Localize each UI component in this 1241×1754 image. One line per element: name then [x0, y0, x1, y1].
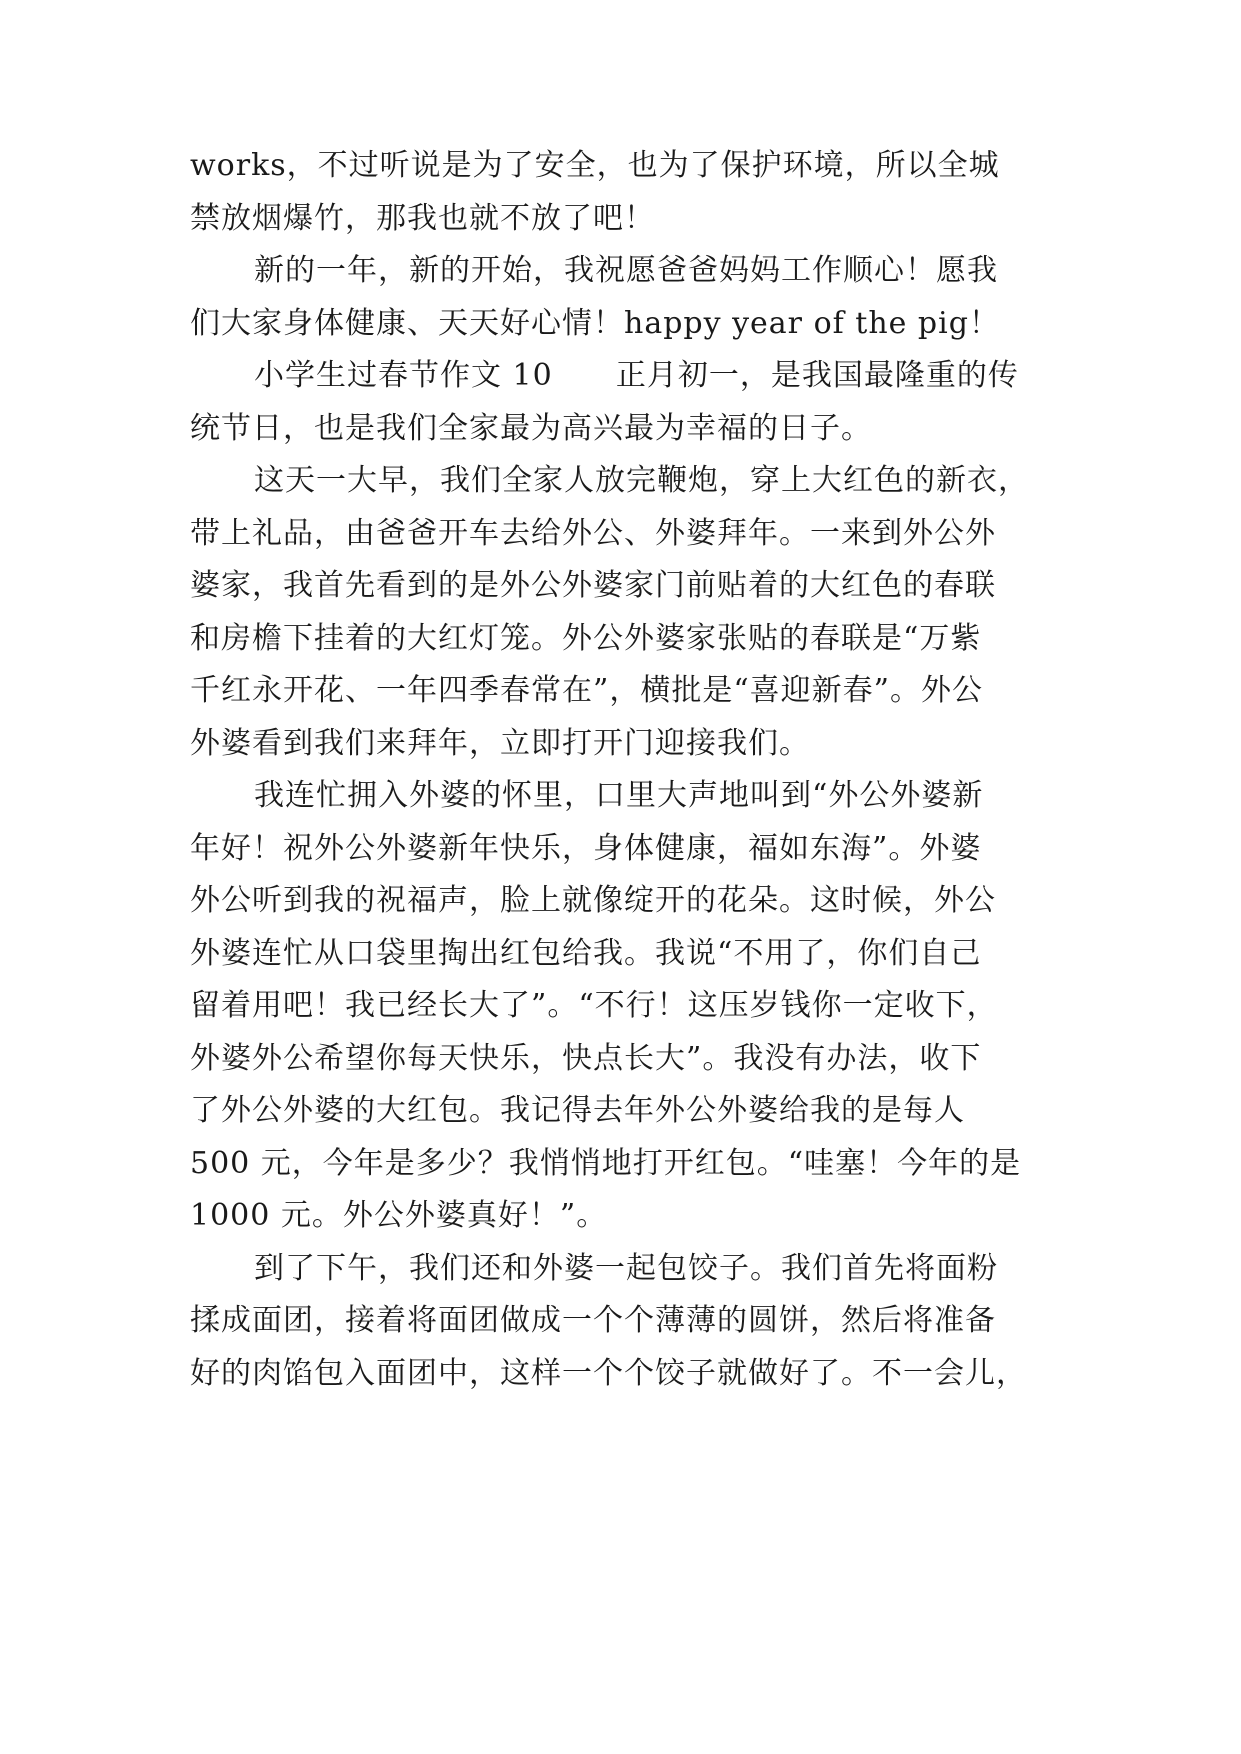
text-line: 了外公外婆的大红包。我记得去年外公外婆给我的是每人 — [190, 1093, 965, 1128]
text-line: 婆家，我首先看到的是外公外婆家门前贴着的大红色的春联 — [190, 568, 996, 603]
text-line: 留着用吧！我已经长大了”。“不行！这压岁钱你一定收下， — [190, 988, 998, 1023]
text-line: 千红永开花、一年四季春常在”，横批是“喜迎新春”。外公 — [190, 673, 984, 708]
text-line: 禁放烟爆竹，那我也就不放了吧！ — [190, 201, 655, 236]
text-line: works，不过听说是为了安全，也为了保护环境，所以全城 — [190, 148, 1000, 183]
text-line: 统节日，也是我们全家最为高兴最为幸福的日子。 — [190, 411, 872, 446]
paragraph-start-line: 到了下午，我们还和外婆一起包饺子。我们首先将面粉 — [254, 1251, 998, 1286]
text-line: 和房檐下挂着的大红灯笼。外公外婆家张贴的春联是“万紫 — [190, 621, 982, 656]
text-line: 外公听到我的祝福声，脸上就像绽开的花朵。这时候，外公 — [190, 883, 996, 918]
paragraph-start-line: 新的一年，新的开始，我祝愿爸爸妈妈工作顺心！愿我 — [254, 253, 998, 288]
text-line: 外婆看到我们来拜年，立即打开门迎接我们。 — [190, 726, 810, 761]
text-line: 好的肉馅包入面团中，这样一个个饺子就做好了。不一会儿， — [190, 1356, 1027, 1391]
text-line: 揉成面团，接着将面团做成一个个薄薄的圆饼，然后将准备 — [190, 1303, 996, 1338]
text-line: 外婆连忙从口袋里掏出红包给我。我说“不用了，你们自己 — [190, 936, 982, 971]
text-line: 外婆外公希望你每天快乐，快点长大”。我没有办法，收下 — [190, 1041, 982, 1076]
paragraph-start-line: 这天一大早，我们全家人放完鞭炮，穿上大红色的新衣， — [254, 463, 1029, 498]
text-line: 们大家身体健康、天天好心情！happy year of the pig！ — [190, 306, 1000, 341]
text-line: 年好！祝外公外婆新年快乐，身体健康，福如东海”。外婆 — [190, 831, 982, 866]
text-line: 1000 元。外公外婆真好！”。 — [190, 1198, 608, 1233]
paragraph-start-line: 我连忙拥入外婆的怀里，口里大声地叫到“外公外婆新 — [254, 778, 984, 813]
section-heading-line: 小学生过春节作文 10 正月初一，是我国最隆重的传 — [254, 358, 1019, 393]
text-line: 500 元，今年是多少？我悄悄地打开红包。“哇塞！今年的是 — [190, 1146, 1022, 1181]
text-line: 带上礼品，由爸爸开车去给外公、外婆拜年。一来到外公外 — [190, 516, 996, 551]
